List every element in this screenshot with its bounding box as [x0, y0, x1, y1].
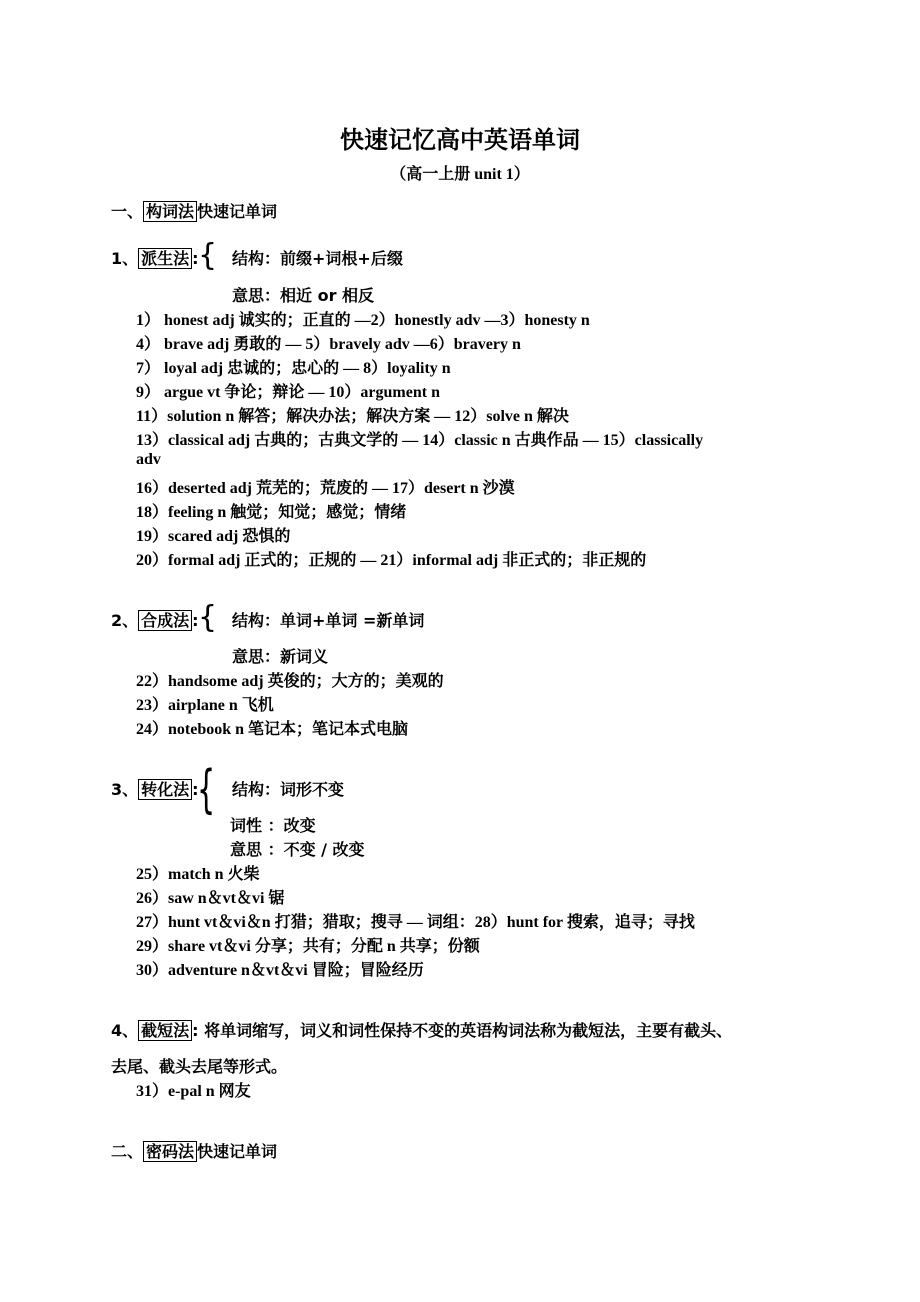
s2-meaning: 意思：新词义: [232, 647, 329, 666]
list-item: 13）classical adj 古典的；古典文学的 — 14）classic n 古典作品 — 15）classically: [136, 432, 704, 449]
s4-description-cont: 去尾、截头去尾等形式。: [111, 1057, 288, 1076]
s1-meaning: 意思：相近 or 相反: [232, 286, 375, 305]
part1-heading: 一、 构词法 快速记单词: [111, 202, 278, 221]
s1-structure: 结构：前缀+词根+后缀: [232, 249, 403, 268]
part1-boxed-term: 构词法: [143, 201, 197, 222]
list-item: 24）notebook n 笔记本；笔记本式电脑: [136, 721, 409, 738]
s1-boxed-term: 派生法: [138, 248, 192, 269]
list-item: 25）match n 火柴: [136, 866, 260, 883]
part2-heading: 二、 密码法 快速记单词: [111, 1142, 278, 1161]
list-item: 9） argue vt 争论；辩论 — 10）argument n: [136, 384, 440, 401]
s3-brace-icon: {: [197, 760, 216, 820]
list-item: 30）adventure n＆vt＆vi 冒险；冒险经历: [136, 962, 424, 979]
list-item: 22）handsome adj 英俊的；大方的；美观的: [136, 673, 444, 690]
s3-heading: 3、 转化法 :: [111, 780, 199, 799]
part2-boxed-term: 密码法: [143, 1141, 197, 1162]
s4-heading: 4、 截短法 : 将单词缩写，词义和词性保持不变的英语构词法称为截短法，主要有截头、: [111, 1021, 733, 1040]
page-title: 快速记忆高中英语单词: [340, 126, 580, 154]
list-item: 23）airplane n 飞机: [136, 697, 274, 714]
s2-boxed-term: 合成法: [138, 610, 192, 631]
list-item: 4） brave adj 勇敢的 — 5）bravely adv —6）bravery n: [136, 336, 521, 353]
list-item: 29）share vt＆vi 分享；共有；分配 n 共享；份额: [136, 938, 480, 955]
list-item: 27）hunt vt＆vi＆n 打猎；猎取；搜寻 — 词组：28）hunt for 搜索，追寻；寻找: [136, 914, 695, 931]
list-item: 7） loyal adj 忠诚的；忠心的 — 8）loyality n: [136, 360, 451, 377]
s1-brace-icon: {: [198, 238, 218, 273]
s2-structure: 结构：单词+单词 =新单词: [232, 611, 425, 630]
s3-meaning: 意思 ：不变 / 改变: [230, 840, 365, 859]
s3-pos: 词性 ：改变: [230, 816, 316, 835]
list-item: 19）scared adj 恐惧的: [136, 528, 291, 545]
s3-boxed-term: 转化法: [138, 779, 192, 800]
list-item: 16）deserted adj 荒芜的；荒废的 — 17）desert n 沙漠: [136, 480, 515, 497]
list-item: 18）feeling n 触觉；知觉；感觉；情绪: [136, 504, 407, 521]
s4-description: 将单词缩写，词义和词性保持不变的英语构词法称为截短法，主要有截头、: [204, 1021, 733, 1040]
s3-structure: 结构：词形不变: [232, 780, 345, 799]
list-item: adv: [136, 451, 161, 468]
list-item: 31）e-pal n 网友: [136, 1083, 251, 1100]
list-item: 1） honest adj 诚实的；正直的 —2）honestly adv —3）honesty n: [136, 312, 590, 329]
page-subtitle: （高一上册 unit 1）: [390, 166, 530, 183]
s2-heading: 2、 合成法 :: [111, 611, 199, 630]
list-item: 11）solution n 解答；解决办法；解决方案 — 12）solve n 解决: [136, 408, 569, 425]
list-item: 26）saw n＆vt＆vi 锯: [136, 890, 285, 907]
list-item: 20）formal adj 正式的；正规的 — 21）informal adj 非正式的；非正规的: [136, 552, 647, 569]
s2-brace-icon: {: [198, 600, 218, 635]
s4-boxed-term: 截短法: [138, 1020, 192, 1041]
s1-heading: 1、 派生法 :: [111, 249, 199, 268]
